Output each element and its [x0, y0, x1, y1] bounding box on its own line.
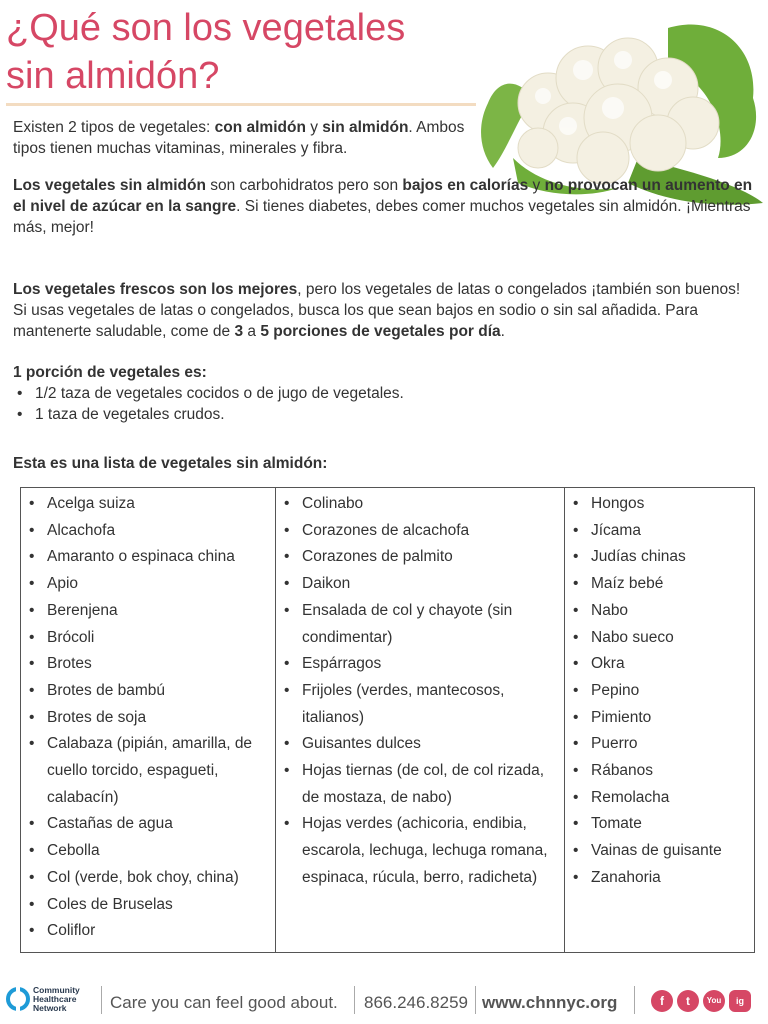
- divider: [354, 986, 355, 1014]
- vegetable-item: • Jícama: [567, 518, 754, 545]
- vegetable-item: • Brotes: [23, 651, 275, 678]
- footer: [0, 975, 768, 1024]
- vegetable-list-title: Esta es una lista de vegetales sin almidón:: [13, 455, 328, 472]
- vegetable-item: • Zanahoria: [567, 865, 754, 892]
- title-line-1: ¿Qué son los vegetales: [6, 7, 406, 49]
- vegetable-item: • Judías chinas: [567, 544, 754, 571]
- vegetable-item: • Okra: [567, 651, 754, 678]
- vegetable-item: • Maíz bebé: [567, 571, 754, 598]
- vegetable-item: • Guisantes dulces: [278, 731, 564, 758]
- org-name: Community Healthcare Network: [33, 985, 80, 1013]
- vegetable-item: • Apio: [23, 571, 275, 598]
- vegetable-item: • Brócoli: [23, 625, 275, 652]
- vegetable-item: • Hojas verdes (achicoria, endibia, escarola, lechuga, lechuga romana, espinaca, rúcula, berro, radicheta): [278, 811, 564, 891]
- vegetable-item: • Brotes de soja: [23, 705, 275, 732]
- vegetable-item: • Corazones de palmito: [278, 544, 564, 571]
- vegetable-item: • Tomate: [567, 811, 754, 838]
- portion-title: 1 porción de vegetales es:: [13, 364, 207, 381]
- vegetable-item: • Pepino: [567, 678, 754, 705]
- vegetable-item: • Daikon: [278, 571, 564, 598]
- divider: [475, 986, 476, 1014]
- vegetable-item: • Rábanos: [567, 758, 754, 785]
- vegetable-item: • Coles de Bruselas: [23, 892, 275, 919]
- instagram-icon[interactable]: ig: [729, 990, 751, 1012]
- tagline: Care you can feel good about.: [110, 993, 338, 1012]
- intro-paragraph-3: Los vegetales frescos son los mejores, pero los vegetales de latas o congelados ¡también son buenos! Si usas vegetales de latas o congelados, busca los que sean bajos en sodio o sin sal añadida. Para mantenerte saludable, come de 3 a 5 porciones de vegetales por día.: [13, 281, 741, 340]
- vegetable-item: • Vainas de guisante: [567, 838, 754, 865]
- phone-number[interactable]: 866.246.8259: [364, 993, 468, 1012]
- vegetable-column-3: [564, 488, 754, 952]
- vegetable-item: • Corazones de alcachofa: [278, 518, 564, 545]
- vegetable-item: • Castañas de agua: [23, 811, 275, 838]
- intro-paragraph-1: Existen 2 tipos de vegetales: con almidón y sin almidón. Ambos tipos tienen muchas vitaminas, minerales y fibra.: [13, 119, 465, 157]
- title-divider: [6, 103, 476, 106]
- vegetable-item: • Amaranto o espinaca china: [23, 544, 275, 571]
- twitter-icon[interactable]: t: [677, 990, 699, 1012]
- vegetable-item: • Pimiento: [567, 705, 754, 732]
- vegetable-item: • Col (verde, bok choy, china): [23, 865, 275, 892]
- vegetable-table: [20, 487, 755, 953]
- vegetable-item: • Hongos: [567, 491, 754, 518]
- portion-section: [13, 362, 713, 425]
- facebook-icon[interactable]: f: [651, 990, 673, 1012]
- vegetable-item: • Nabo sueco: [567, 625, 754, 652]
- vegetable-item: • Cebolla: [23, 838, 275, 865]
- vegetable-item: • Brotes de bambú: [23, 678, 275, 705]
- portion-item: • 1 taza de vegetales crudos.: [13, 404, 713, 425]
- vegetable-item: • Colinabo: [278, 491, 564, 518]
- website-link[interactable]: www.chnnyc.org: [482, 993, 618, 1012]
- vegetable-item: • Espárragos: [278, 651, 564, 678]
- chn-logo-icon: [6, 987, 30, 1011]
- vegetable-column-1: [21, 488, 275, 952]
- vegetable-item: • Nabo: [567, 598, 754, 625]
- vegetable-item: • Hojas tiernas (de col, de col rizada, de mostaza, de nabo): [278, 758, 564, 811]
- vegetable-item: • Puerro: [567, 731, 754, 758]
- page-title: [6, 4, 476, 100]
- vegetable-item: • Remolacha: [567, 785, 754, 812]
- divider: [634, 986, 635, 1014]
- vegetable-item: • Calabaza (pipián, amarilla, de cuello torcido, espagueti, calabacín): [23, 731, 275, 811]
- vegetable-column-2: [275, 488, 564, 952]
- intro-paragraph-2: Los vegetales sin almidón son carbohidratos pero son bajos en calorías y no provocan un aumento en el nivel de azúcar en la sangre. Si tienes diabetes, debes comer muchos vegetales sin almidón. ¡Mientras más, mejor!: [13, 177, 753, 236]
- portion-item: • 1/2 taza de vegetales cocidos o de jugo de vegetales.: [13, 383, 713, 404]
- vegetable-item: • Coliflor: [23, 918, 275, 945]
- vegetable-item: • Alcachofa: [23, 518, 275, 545]
- vegetable-item: • Acelga suiza: [23, 491, 275, 518]
- title-line-2: sin almidón?: [6, 55, 220, 97]
- youtube-icon[interactable]: You: [703, 990, 725, 1012]
- vegetable-item: • Berenjena: [23, 598, 275, 625]
- divider: [101, 986, 102, 1014]
- vegetable-item: • Ensalada de col y chayote (sin condimentar): [278, 598, 564, 651]
- vegetable-item: • Frijoles (verdes, mantecosos, italianos): [278, 678, 564, 731]
